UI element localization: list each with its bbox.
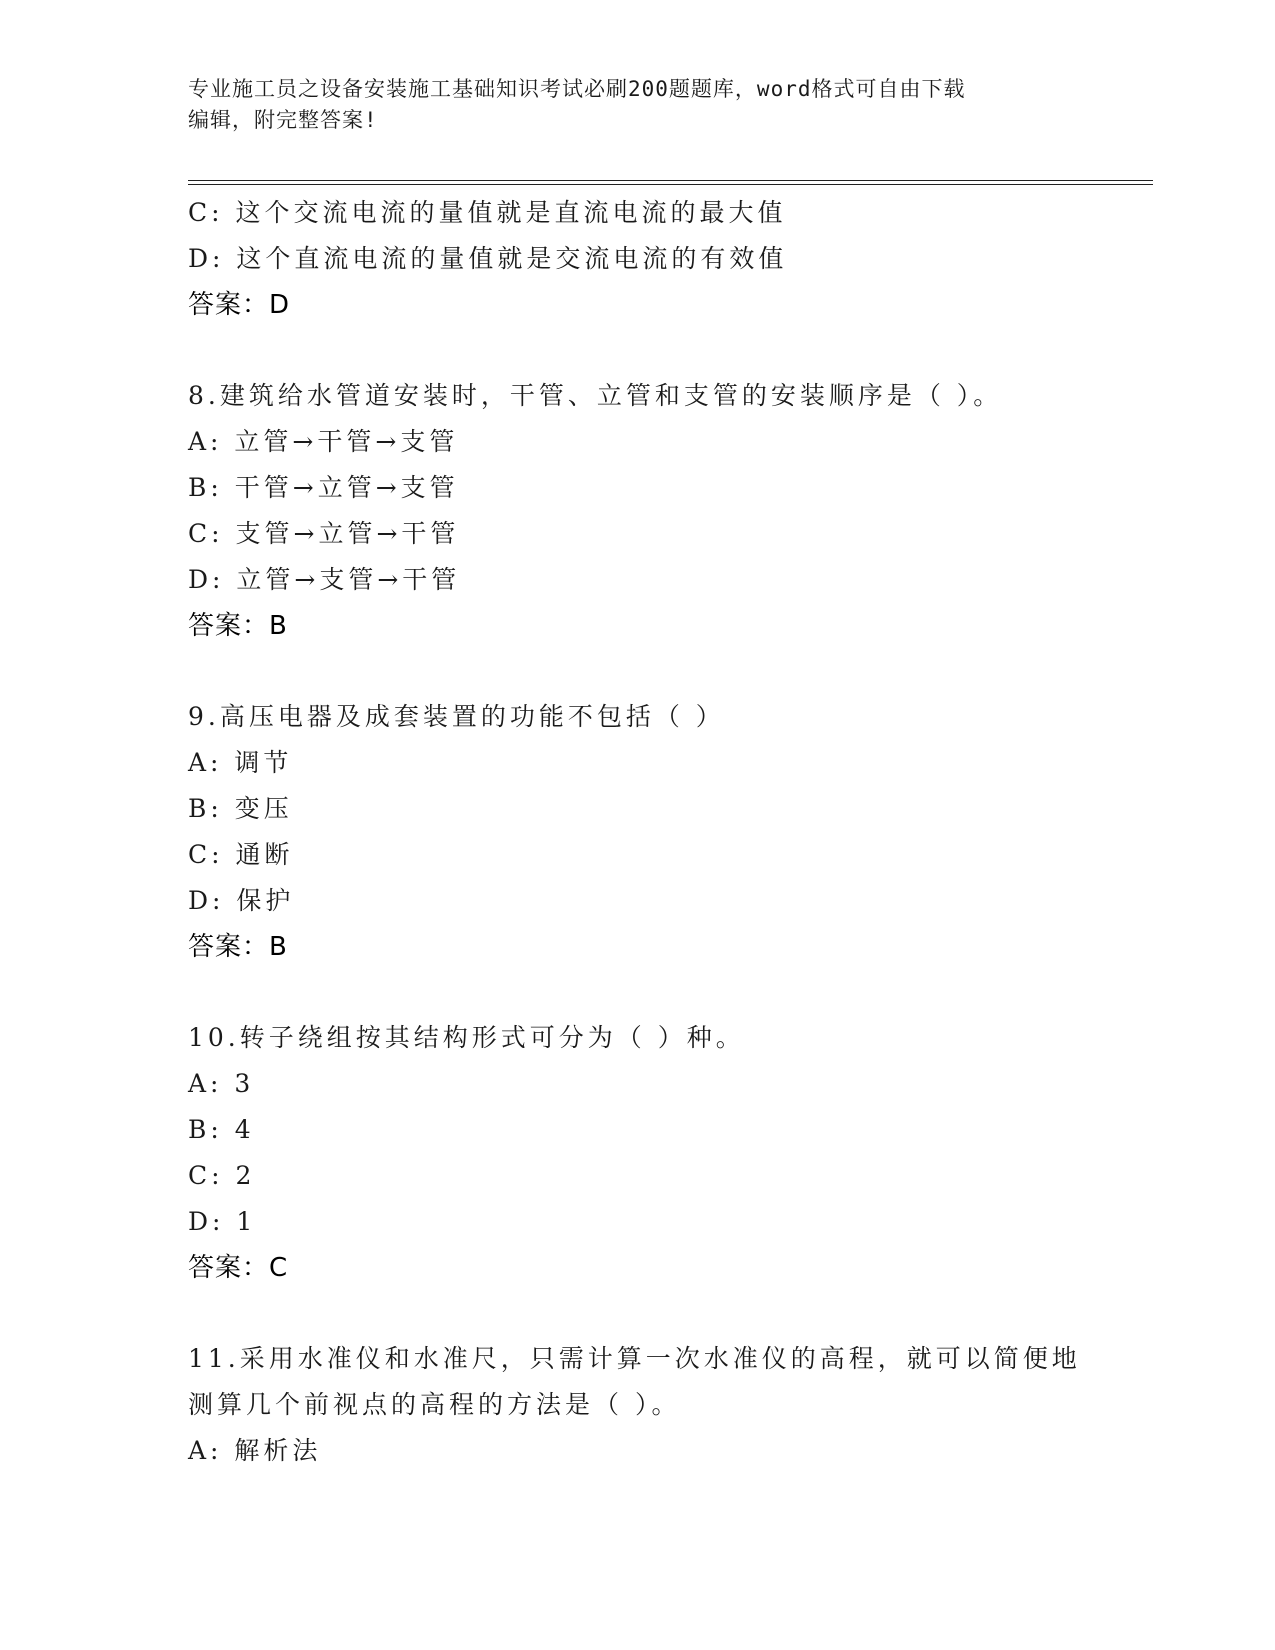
- option-c: C: 通断: [188, 840, 294, 869]
- option-a: A: 调节: [188, 748, 293, 777]
- option-b: B: 4: [188, 1115, 255, 1144]
- answer-line: 答案：D: [188, 290, 291, 320]
- question-8: [188, 373, 1153, 649]
- header-divider-bottom: [188, 184, 1153, 185]
- question-spacer: [188, 328, 1153, 373]
- question-text-line-1: 11.采用水准仪和水准尺，只需计算一次水准仪的高程，就可以简便地: [188, 1344, 1081, 1373]
- document-header: [188, 74, 1068, 136]
- option-a: A: 3: [188, 1069, 255, 1098]
- answer-line: 答案：B: [188, 932, 288, 962]
- option-b: B: 干管→立管→支管: [188, 473, 459, 502]
- answer-line: 答案：C: [188, 1253, 289, 1283]
- question-11: [188, 1336, 1153, 1474]
- question-7-continuation: [188, 190, 1153, 328]
- question-spacer: [188, 1291, 1153, 1336]
- question-9: [188, 694, 1153, 970]
- document-body: [188, 190, 1153, 1474]
- header-divider-top: [188, 180, 1153, 181]
- option-c: C: 支管→立管→干管: [188, 519, 460, 548]
- option-c: C: 2: [188, 1161, 256, 1190]
- option-a: A: 解析法: [188, 1436, 322, 1465]
- question-spacer: [188, 649, 1153, 694]
- question-text-line-2: 测算几个前视点的高程的方法是（ ）。: [188, 1390, 681, 1419]
- option-d: D: 立管→支管→干管: [188, 565, 461, 594]
- header-title-line-2: 编辑，附完整答案!: [188, 108, 378, 132]
- option-a: A: 立管→干管→支管: [188, 427, 459, 456]
- question-text: 10.转子绕组按其结构形式可分为（ ）种。: [188, 1023, 745, 1052]
- question-10: [188, 1015, 1153, 1291]
- question-spacer: [188, 970, 1153, 1015]
- question-text: 8.建筑给水管道安装时，干管、立管和支管的安装顺序是（ ）。: [188, 381, 1003, 410]
- option-d: D: 保护: [188, 886, 295, 915]
- answer-line: 答案：B: [188, 611, 288, 641]
- header-title-line-1: 专业施工员之设备安装施工基础知识考试必刷200题题库，word格式可自由下载: [188, 77, 966, 101]
- option-d: D: 这个直流电流的量值就是交流电流的有效值: [188, 244, 788, 273]
- option-c: C: 这个交流电流的量值就是直流电流的最大值: [188, 198, 787, 227]
- option-d: D: 1: [188, 1207, 257, 1236]
- question-text: 9.高压电器及成套装置的功能不包括（ ）: [188, 702, 725, 731]
- option-b: B: 变压: [188, 794, 293, 823]
